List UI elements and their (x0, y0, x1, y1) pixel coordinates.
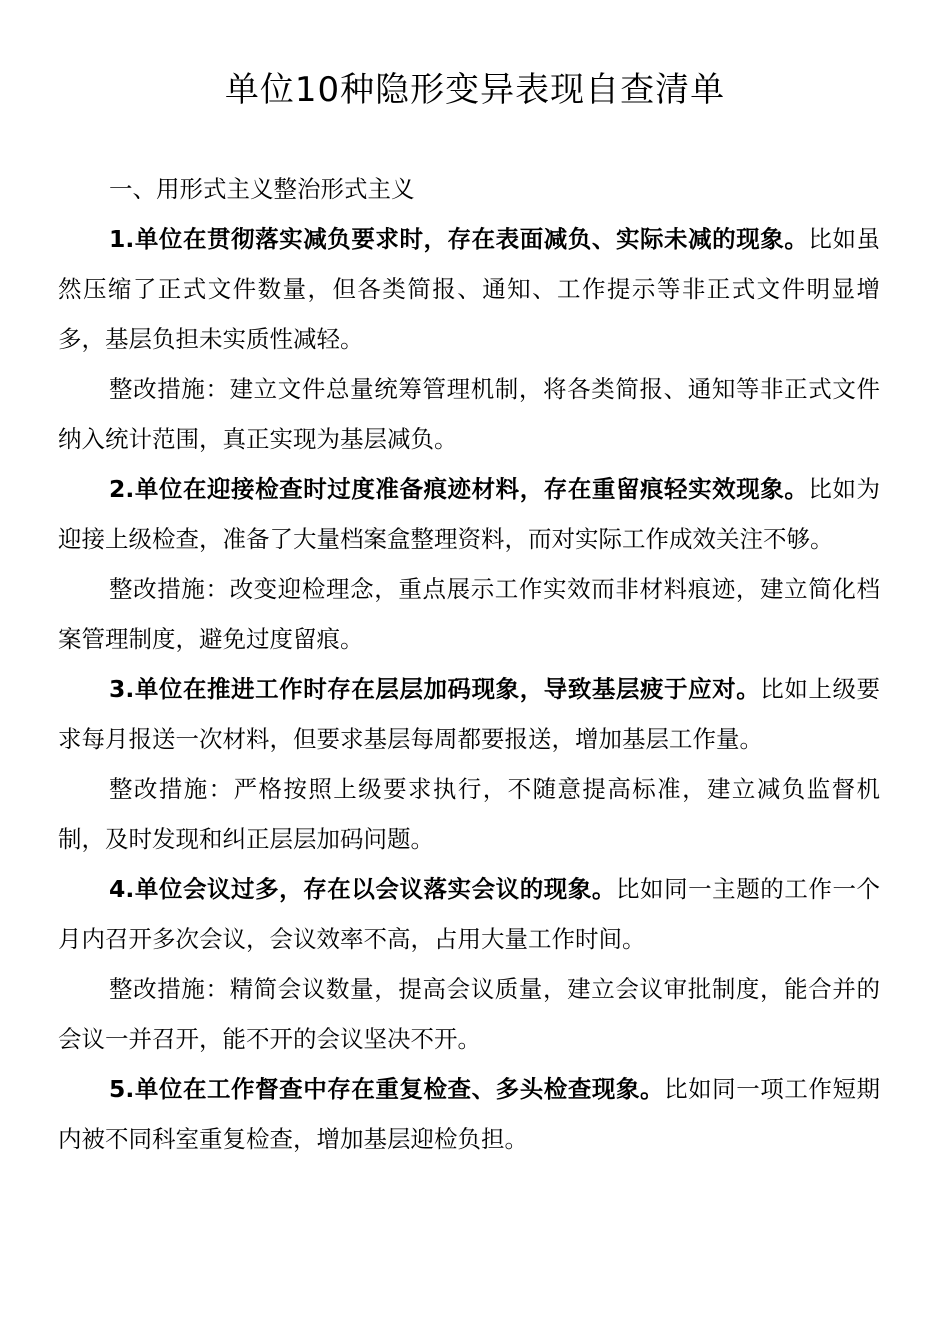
measure-paragraph-2: 整改措施：改变迎检理念，重点展示工作实效而非材料痕迹，建立简化档案管理制度，避免过度留痕。 (58, 575, 880, 653)
issue-text-1: 比如虽然压缩了正式文件数量，但各类简报、通知、工作提示等非正式文件明显增多，基层负担未实质性减轻。 (58, 225, 881, 353)
issue-paragraph-4 (58, 864, 880, 964)
issue-text-2: 比如为迎接上级检查，准备了大量档案盒整理资料，而对实际工作成效关注不够。 (58, 475, 881, 553)
measure-paragraph-1: 整改措施：建立文件总量统筹管理机制，将各类简报、通知等非正式文件纳入统计范围，真正实现为基层减负。 (58, 375, 880, 453)
measure-paragraph-3: 整改措施：严格按照上级要求执行，不随意提高标准，建立减负监督机制，及时发现和纠正层层加码问题。 (58, 775, 880, 853)
issue-text-4: 比如同一主题的工作一个月内召开多次会议，会议效率不高，占用大量工作时间。 (58, 875, 881, 953)
document-title: 单位10种隐形变异表现自查清单 (224, 70, 726, 110)
issue-title-3: 3.单位在推进工作时存在层层加码现象，导致基层疲于应对。 (109, 675, 761, 703)
issue-title-1: 1.单位在贯彻落实减负要求时，存在表面减负、实际未减的现象。 (109, 225, 809, 253)
issue-paragraph-3 (58, 664, 880, 764)
issue-title-2: 2.单位在迎接检查时过度准备痕迹材料，存在重留痕轻实效现象。 (109, 475, 809, 503)
issue-paragraph-5 (58, 1064, 880, 1164)
issue-paragraph-1 (58, 214, 880, 364)
issue-paragraph-2 (58, 464, 880, 564)
issue-text-3: 比如上级要求每月报送一次材料，但要求基层每周都要报送，增加基层工作量。 (58, 675, 881, 753)
issue-text-5: 比如同一项工作短期内被不同科室重复检查，增加基层迎检负担。 (58, 1075, 881, 1153)
issue-title-4: 4.单位会议过多，存在以会议落实会议的现象。 (109, 875, 616, 903)
issue-title-5: 5.单位在工作督查中存在重复检查、多头检查现象。 (109, 1075, 665, 1103)
document-body (58, 164, 880, 1164)
section-heading: 一、用形式主义整治形式主义 (109, 175, 415, 203)
measure-paragraph-4: 整改措施：精简会议数量，提高会议质量，建立会议审批制度，能合并的会议一并召开，能不开的会议坚决不开。 (58, 975, 880, 1053)
